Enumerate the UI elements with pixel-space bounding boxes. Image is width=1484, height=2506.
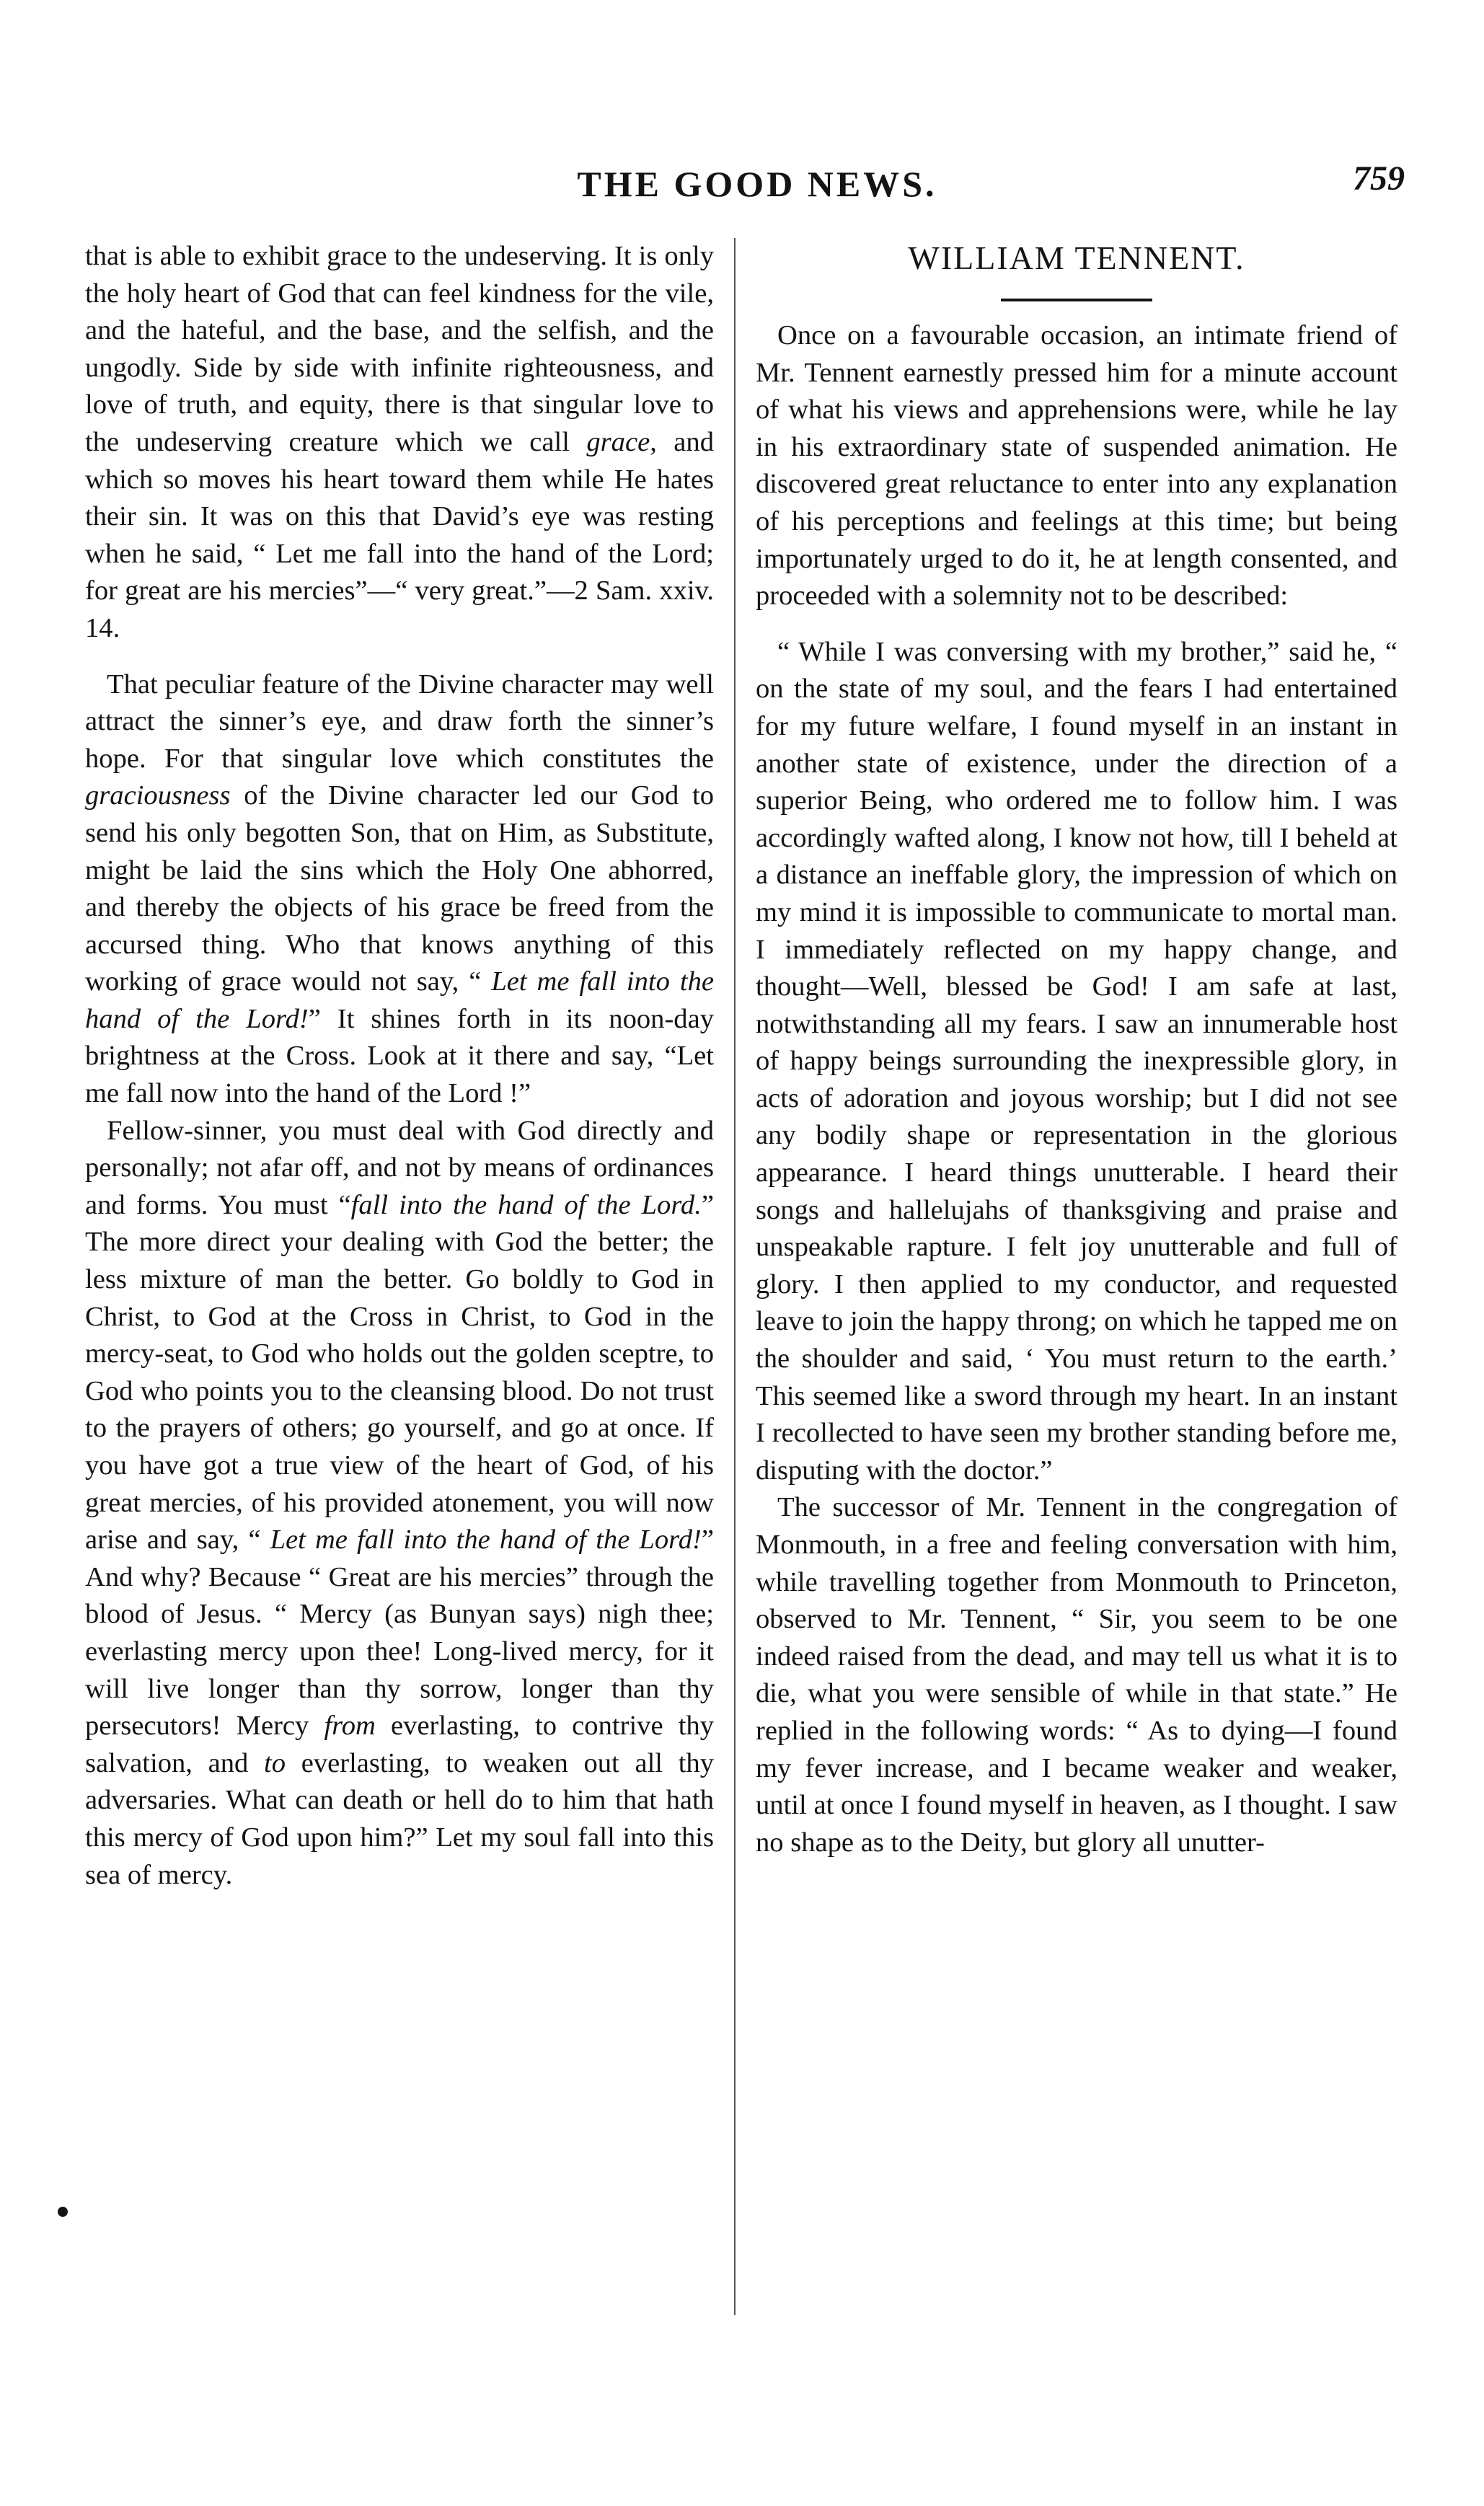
left-paragraph-3: Fellow-sinner, you must deal with God directly and personally; not afar off, and not by means of ordinances and forms. You must “fall into the hand of the Lord.” The more direct your dealing with God the better; the less mixture of man the better. Go boldly to God in Christ, to God at the Cross in Christ, to God in the mercy-seat, to God who holds out the golden sceptre, to God who points you to the cleansing blood. Do not trust to the prayers of others; go yourself, and go at once. If you have got a true view of the heart of God, of his great mercies, of his provided atonement, you will now arise and say, “ Let me fall into the hand of the Lord!” And why? Because “ Great are his mercies” through the blood of Jesus. “ Mercy (as Bunyan says) nigh thee; everlasting mercy upon thee! Long-lived mercy, for it will live longer than thy sorrow, longer than thy persecutors! Mercy from everlasting, to contrive thy salvation, and to everlasting, to weaken out all thy adversaries. What can death or hell do to him that hath this mercy of God upon him?” Let my soul fall into this sea of mercy.	[85, 1115, 714, 1890]
left-column	[85, 238, 714, 1894]
running-title: THE GOOD NEWS.	[577, 164, 937, 204]
right-paragraph-2: “ While I was conversing with my brother,” said he, “ on the state of my soul, and the fears I had entertained for my future welfare, I found myself in an instant in another state of existence, under the direction of a superior Being, who ordered me to follow him. I was accordingly wafted along, I know not how, till I beheld at a distance an ineffable glory, the impression of which on my mind it is impossible to communicate to mortal man. I immediately reflected on my happy change, and thought—Well, blessed be God! I am safe at last, notwithstanding all my fears. I saw an innumerable host of happy beings surrounding the inexpressible glory, in acts of adoration and joyous worship; but I did not see any bodily shape or representation in the glorious appearance. I heard things unutterable. I heard their songs and hallelujahs of thanksgiving and praise and unspeakable rapture. I felt joy unutterable and full of glory. I then applied to my conductor, and requested leave to join the happy throng; on which he tapped me on the shoulder and said, ‘ You must return to the earth.’ This seemed like a sword through my heart. In an instant I recollected to have seen my brother standing before me, disputing with the doctor.”	[756, 636, 1397, 1486]
right-column	[756, 238, 1397, 1861]
article-title: WILLIAM TENNENT.	[908, 239, 1245, 276]
right-paragraph-1: Once on a favourable occasion, an intimate friend of Mr. Tennent earnestly pressed him for a minute account of what his views and apprehensions were, while he lay in his extraordinary state of suspended animation. He discovered great reluctance to enter into any explanation of his perceptions and feelings at this time; but being importunately urged to do it, he at length consented, and proceeded with a solemnity not to be described:	[756, 320, 1397, 612]
margin-mark	[58, 2207, 68, 2217]
column-divider	[734, 238, 736, 2315]
left-paragraph-2: That peculiar feature of the Divine character may well attract the sinner’s eye, and draw forth the sinner’s hope. For that singular love which constitutes the graciousness of the Divine character led our God to send his only begotten Son, that on Him, as Substitute, might be laid the sins which the Holy One abhorred, and thereby the objects of his grace be freed from the accursed thing. Who that knows anything of this working of grace would not say, “ Let me fall into the hand of the Lord!” It shines forth in its noon-day brightness at the Cross. Look at it there and say, “Let me fall now into the hand of the Lord !”	[85, 669, 714, 1109]
page-number: 759	[1353, 159, 1405, 198]
title-rule	[1001, 299, 1152, 301]
right-paragraph-3: The successor of Mr. Tennent in the congregation of Monmouth, in a free and feeling conversation with him, while travelling together from Monmouth to Princeton, observed to Mr. Tennent, “ Sir, you seem to be one indeed raised from the dead, and may tell us what it is to die, what you were sensible of while in that state.” He replied in the following words: “ As to dying—I found my fever increase, and I became weaker and weaker, until at once I found myself in heaven, as I thought. I saw no shape as to the Deity, but glory all unutter-	[756, 1492, 1397, 1858]
left-paragraph-1: that is able to exhibit grace to the undeserving. It is only the holy heart of God that can feel kindness for the vile, and the hateful, and the base, and the selfish, and the ungodly. Side by side with infinite righteousness, and love of truth, and equity, there is that singular love to the undeserving creature which we call grace, and which so moves his heart toward them while He hates their sin. It was on this that David’s eye was resting when he said, “ Let me fall into the hand of the Lord; for great are his mercies”—“ very great.”—2 Sam. xxiv. 14.	[85, 241, 714, 643]
